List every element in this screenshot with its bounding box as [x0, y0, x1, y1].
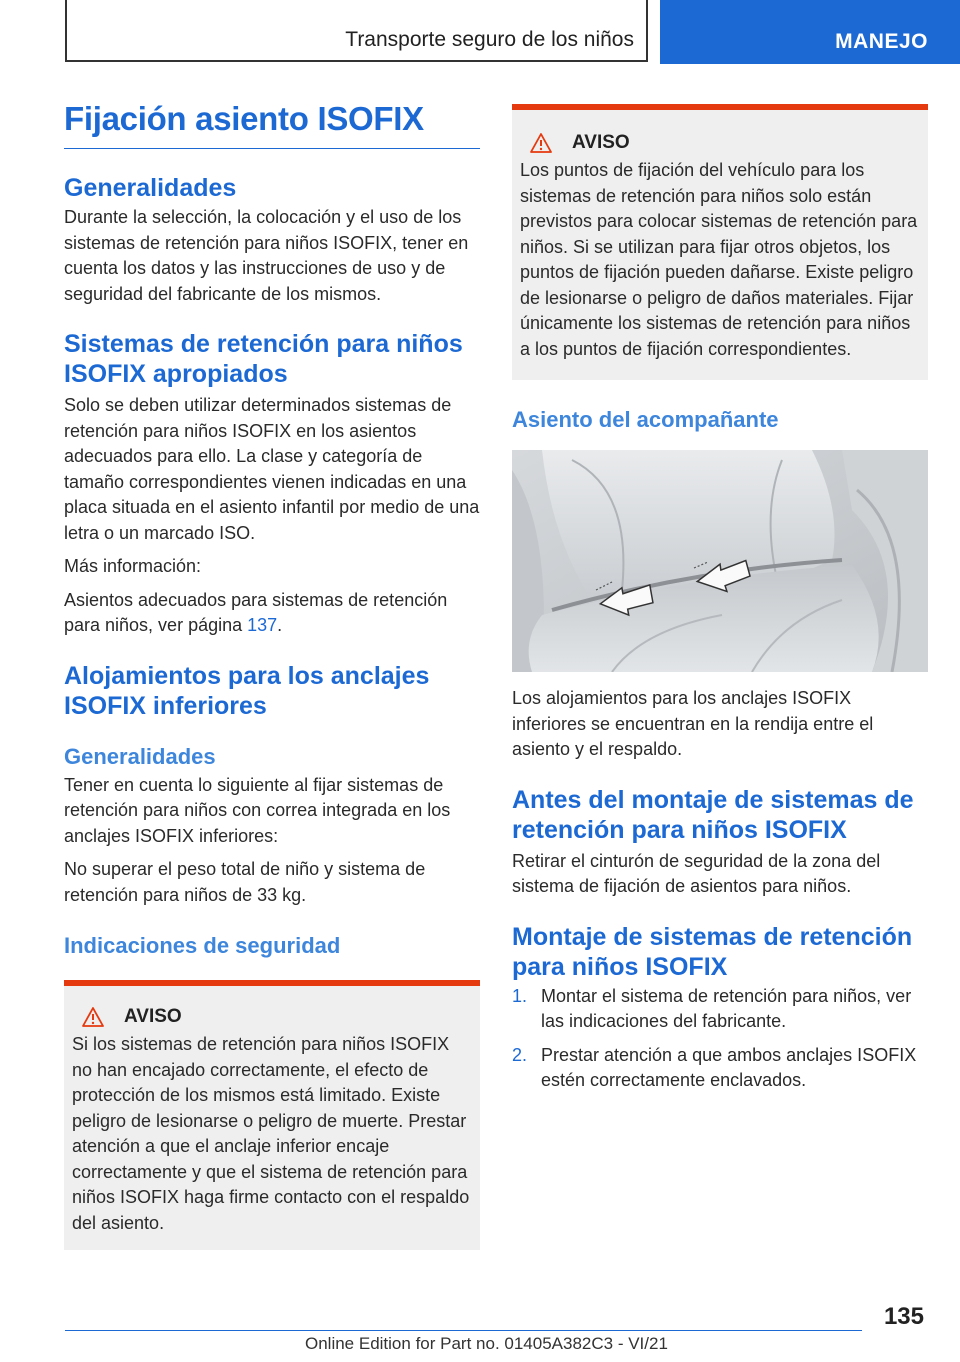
- heading-indicaciones-seguridad: Indicaciones de seguridad: [64, 933, 341, 958]
- list-item: [512, 984, 928, 1035]
- para-generalidades: Durante la selección, la colocación y el uso de los sistemas de retención para niños ISOFIX, tener en cuenta los datos y las instrucciones de uso y de seguridad del fabricante de los mismos.: [64, 207, 469, 304]
- para-tener-en-cuenta: Tener en cuenta lo siguiente al fijar sistemas de retención para niños con correa integrada en los anclajes ISOFIX inferiores:: [64, 774, 451, 846]
- page-reference-link[interactable]: 137: [247, 615, 278, 635]
- warning-triangle-icon: [530, 133, 552, 153]
- asientos-text: Asientos adecuados para sistemas de retención para niños, ver página: [64, 589, 448, 635]
- header-section-title: Transporte seguro de los niños: [345, 28, 634, 51]
- para-no-superar: No superar el peso total de niño y sistema de retención para niños de 33 kg.: [64, 859, 426, 905]
- heading-generalidades-sub: Generalidades: [64, 743, 216, 769]
- warning-box-isofix: [64, 980, 480, 1250]
- para-asientos-adecuados: [64, 588, 480, 639]
- warning-triangle-icon: [82, 1007, 104, 1027]
- para-sistemas-apropiados: Solo se deben utilizar determinados sistemas de retención para niños ISOFIX en los asientos adecuados para ello. La clase y categoría de tamaño correspondientes vienen indicadas en una placa situada en el asiento infantil por medio de una letra o un marcado ISO.: [64, 395, 480, 543]
- seat-isofix-photo: [512, 450, 928, 672]
- warning-header: [520, 132, 920, 154]
- step-text: Prestar atención a que ambos anclajes ISOFIX estén correctamente enclavados.: [541, 1044, 917, 1090]
- right-column: [512, 104, 928, 1094]
- heading-asiento-acompanante: Asiento del acompañante: [512, 407, 779, 432]
- para-mas-informacion: Más información:: [64, 556, 202, 576]
- warning-title: AVISO: [572, 132, 630, 153]
- heading-generalidades: Generalidades: [64, 174, 237, 202]
- warning-header: [72, 1006, 472, 1028]
- header-chapter-label: MANEJO: [835, 30, 928, 53]
- heading-sistemas-apropiados: Sistemas de retención para niños ISOFIX apropiados: [64, 330, 463, 388]
- heading-montaje: Montaje de sistemas de retención para niños ISOFIX: [512, 922, 913, 981]
- asientos-period: .: [277, 615, 283, 635]
- warning-title: AVISO: [124, 1006, 182, 1027]
- page-number: 135: [883, 1303, 924, 1330]
- warning-text: Si los sistemas de retención para niños ISOFIX no han encajado correctamente, el efecto de protección de los mismos está limitado. Existe peligro de lesionarse o peligro de muerte. Prestar atención a que el anclaje inferior encaje correctamente y que el sistema de retención para niños ISOFIX haga firme contacto con el respaldo del asiento.: [72, 1034, 470, 1233]
- para-retirar-cinturon: Retirar el cinturón de seguridad de la zona del sistema de fijación de asientos para niños.: [512, 850, 881, 896]
- header-frame: [65, 0, 648, 62]
- left-column: [64, 100, 480, 1250]
- warning-text: Los puntos de fijación del vehículo para los sistemas de retención para niños solo están previstos para colocar sistemas de retención para niños. Si se utilizan para fijar otros objetos, los puntos de fijación pueden dañarse. Existe peligro de lesionarse o peligro de daños materiales. Fijar únicamente los sistemas de retención para niños a los puntos de fijación correspondientes.: [520, 160, 918, 359]
- list-item: [512, 1043, 928, 1094]
- footer-divider: [65, 1330, 862, 1331]
- warning-box-puntos-fijacion: [512, 104, 928, 380]
- heading-antes-montaje: Antes del montaje de sistemas de retención para niños ISOFIX: [512, 785, 914, 844]
- step-number: 1.: [512, 985, 528, 1006]
- header-chapter-tab[interactable]: [660, 0, 960, 64]
- step-text: Montar el sistema de retención para niños, ver las indicaciones del fabricante.: [541, 985, 912, 1031]
- heading-alojamientos: Alojamientos para los anclajes ISOFIX inferiores: [64, 661, 430, 720]
- footer-edition: Online Edition for Part no. 01405A382C3 - VI/21: [305, 1334, 668, 1353]
- steps-list: [512, 984, 928, 1094]
- para-alojamientos-rendija: Los alojamientos para los anclajes ISOFIX inferiores se encuentran en la rendija entre el asiento y el respaldo.: [512, 688, 874, 759]
- page-title: Fijación asiento ISOFIX: [64, 100, 480, 149]
- step-number: 2.: [512, 1044, 528, 1065]
